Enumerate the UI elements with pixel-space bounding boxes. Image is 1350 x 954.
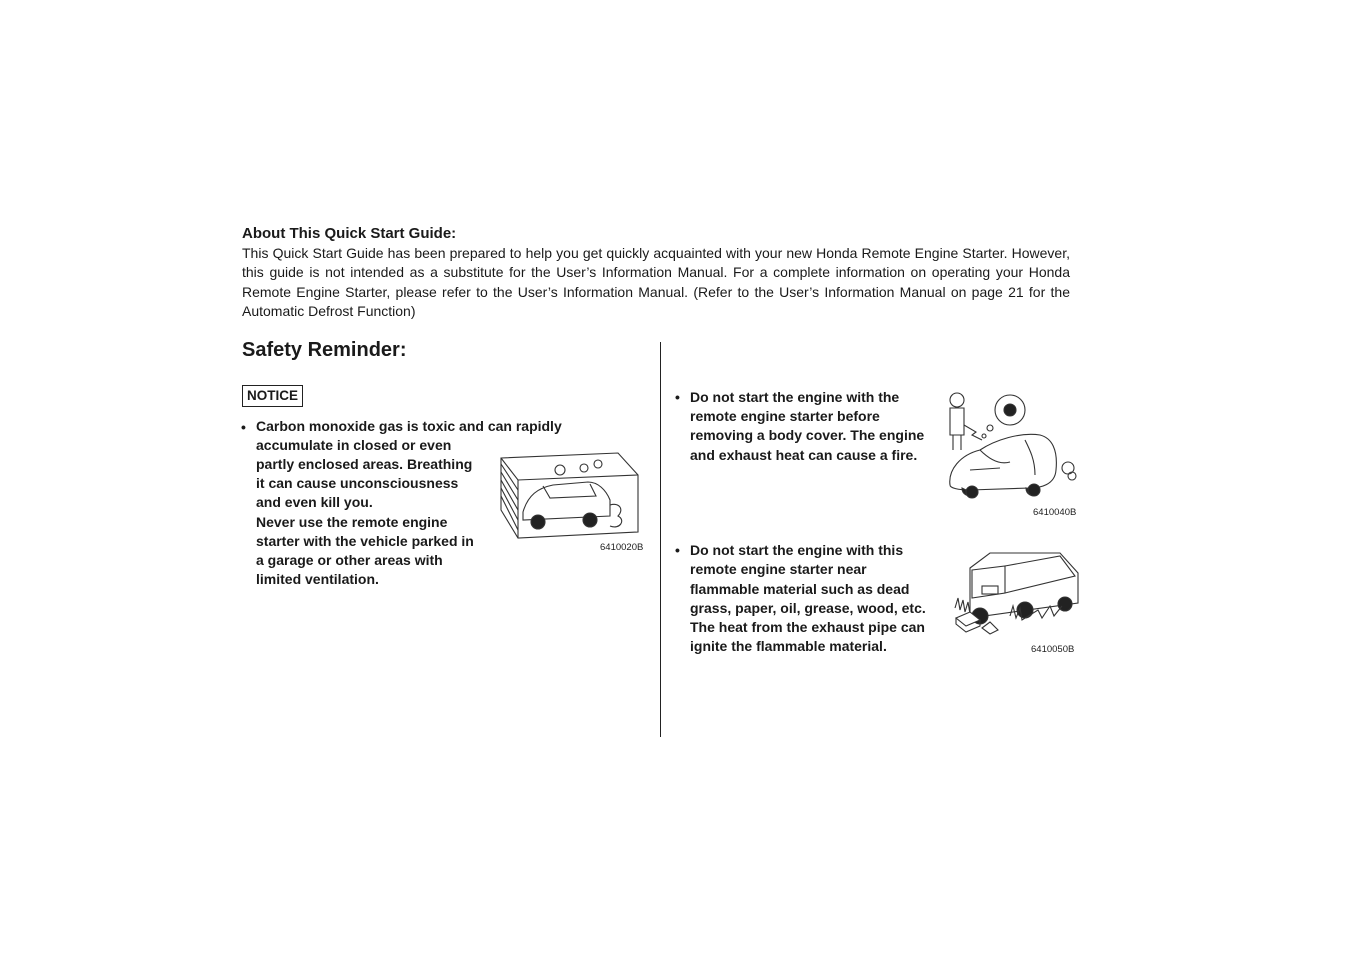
item1-line: partly enclosed areas. Breathing [256, 456, 473, 472]
item1-line: and even kill you. [256, 494, 373, 510]
item1-line: starter with the vehicle parked in [256, 533, 474, 549]
item3-line: remote engine starter near [690, 561, 867, 577]
figure-code-1: 6410020B [600, 542, 644, 553]
figure-code-3: 6410050B [1031, 644, 1075, 655]
bullet-1: • [241, 419, 246, 435]
item2-line: removing a body cover. The engine [690, 427, 925, 443]
column-divider [660, 342, 661, 737]
item1-line: Carbon monoxide gas is toxic and can rapidly [256, 418, 562, 434]
car-near-grass-icon [950, 548, 1080, 638]
item3-line: flammable material such as dead [690, 581, 910, 597]
item1-line: it can cause unconsciousness [256, 475, 459, 491]
item1-line: limited ventilation. [256, 571, 379, 587]
notice-label: NOTICE [242, 385, 303, 407]
item3-line: The heat from the exhaust pipe can [690, 619, 925, 635]
item3-line: ignite the flammable material. [690, 638, 887, 654]
item3-line: grass, paper, oil, grease, wood, etc. [690, 600, 926, 616]
bullet-2: • [675, 389, 680, 405]
figure-code-2: 6410040B [1033, 507, 1077, 518]
item1-line: accumulate in closed or even [256, 437, 452, 453]
item2-line: and exhaust heat can cause a fire. [690, 447, 918, 463]
item1-line: a garage or other areas with [256, 552, 443, 568]
covered-car-icon [940, 390, 1080, 502]
car-in-garage-icon [498, 450, 643, 538]
bullet-3: • [675, 542, 680, 558]
about-body: This Quick Start Guide has been prepared to help you get quickly acquainted with your new Honda Remote Engine Starter. However, this guide is not intended as a substitute for the User’s Information Manual. For a complete information on operating your Honda Remote Engine Starter, please refer to the User’s Information Manual. (Refer to the User’s Information Manual on page 21 for the Automatic Defrost Function) [242, 245, 1070, 319]
item2-line: remote engine starter before [690, 408, 880, 424]
item3-line: Do not start the engine with this [690, 542, 904, 558]
item1-line: Never use the remote engine [256, 514, 448, 530]
safety-title: Safety Reminder: [242, 339, 407, 361]
item2-line: Do not start the engine with the [690, 389, 900, 405]
about-title: About This Quick Start Guide: [242, 225, 457, 242]
